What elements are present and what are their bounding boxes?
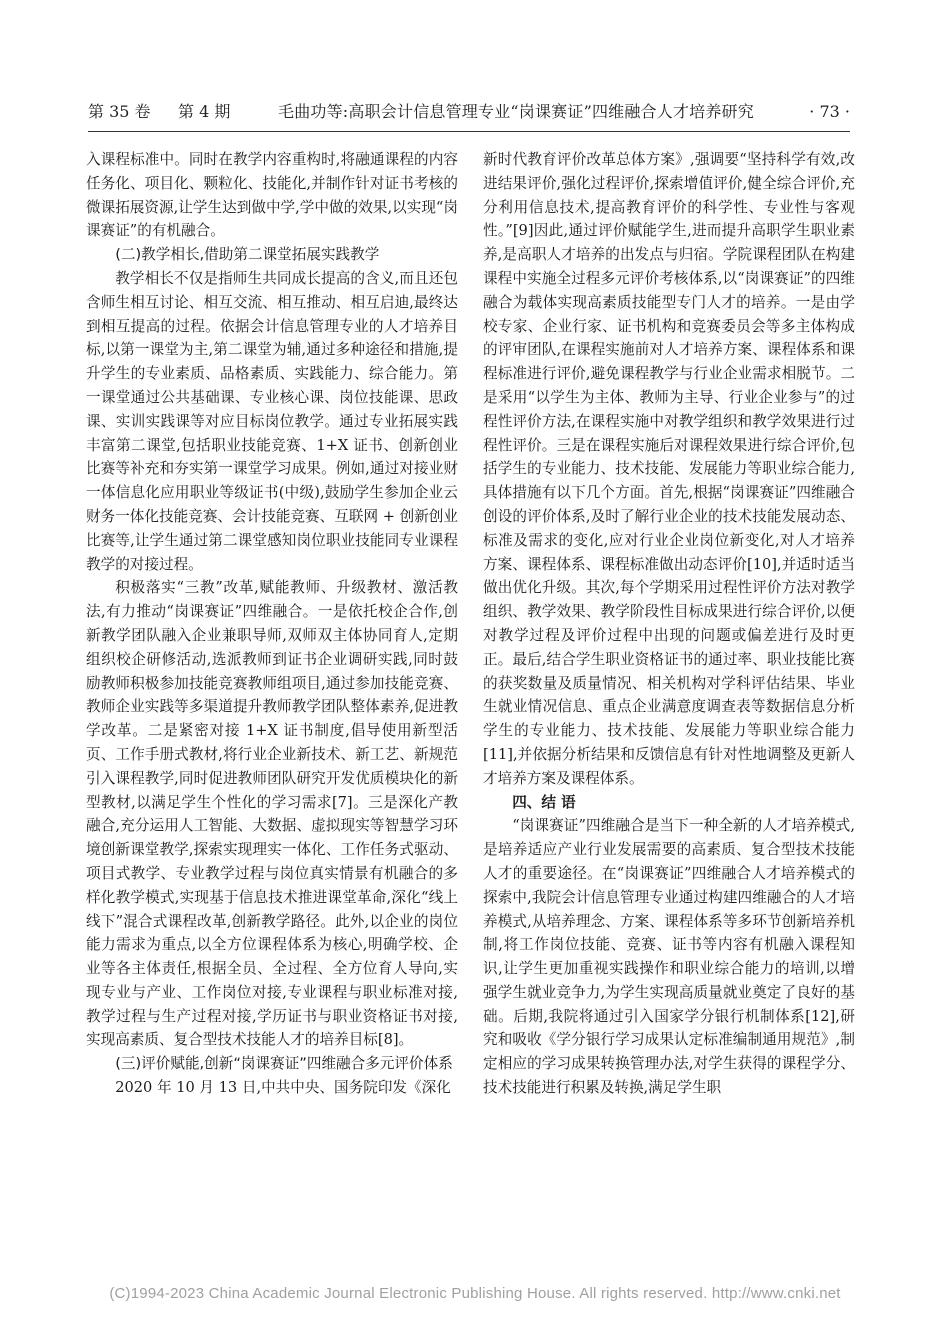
header-rule — [88, 131, 850, 132]
page-number: · 73 · — [809, 102, 850, 121]
right-column — [483, 148, 855, 1100]
paragraph-continued: 入课程标准中。同时在教学内容重构时,将融通课程的内容任务化、项目化、颗粒化、技能化,并制作针对证书考核的微课拓展资源,让学生达到做中学,学中做的效果,以实现“岗课赛证”的有机融合。 — [86, 151, 458, 240]
section-heading-2: (二)教学相长,借助第二课堂拓展实践教学 — [115, 246, 380, 264]
left-column — [86, 148, 458, 1100]
running-title: 毛曲功等:高职会计信息管理专业“岗课赛证”四维融合人才培养研究 — [278, 102, 754, 121]
paragraph-continued: 新时代教育评价改革总体方案》,强调要“坚持科学有效,改进结果评价,强化过程评价,探索增值评价,健全综合评价,充分利用信息技术,提高教育评价的科学性、专业性与客观性。”[9]因此,通过评价赋能学生,进而提升高职学生职业素养,是高职人才培养的出发点与归宿。学院课程团队在构建课程中实施全过程多元评价考核体系,以“岗课赛证”的四维融合为载体实现高素质技能型专门人才的培养。一是由学校专家、企业行家、证书机构和竞赛委员会等多主体构成的评审团队,在课程实施前对人才培养方案、课程体系和课程标准进行评价,避免课程教学与行业企业需求相脱节。二是采用“以学生为主体、教师为主导、行业企业参与”的过程性评价方法,在课程实施中对教学组织和教学效果进行过程性评价。三是在课程实施后对课程效果进行综合评价,包括学生的专业能力、技术技能、发展能力等职业综合能力,具体措施有以下几个方面。首先,根据“岗课赛证”四维融合创设的评价体系,及时了解行业企业的技术技能发展动态、标准及需求的变化,应对行业企业岗位新变化,对人才培养方案、课程体系、课程标准做出动态评价[10],并适时适当做出优化升级。其次,每个学期采用过程性评价方法对教学组织、教学效果、教学阶段性目标成果进行综合评价,以便对教学过程及评价过程中出现的问题或偏差进行及时更正。最后,结合学生职业资格证书的通过率、职业技能比赛的获奖数量及质量情况、相关机构对学科评估结果、毕业生就业情况信息、重点企业满意度调查表等数据信息分析学生的专业能力、技术技能、发展能力等职业综合能力[11],并依据分析结果和反馈信息有针对性地调整及更新人才培养方案及课程体系。 — [483, 151, 855, 787]
section-heading-3: (三)评价赋能,创新“岗课赛证”四维融合多元评价体系 — [115, 1055, 453, 1073]
paragraph: 积极落实“三教”改革,赋能教师、升级教材、激活教法,有力推动“岗课赛证”四维融合。一是依托校企合作,创新教学团队融入企业兼职导师,双师双主体协同育人,定期组织校企研修活动,选派教师到证书企业调研实践,同时鼓励教师积极参加技能竞赛教师组项目,通过参加技能竞赛、教师企业实践等多渠道提升教师教学团队整体素养,促进教学改革。二是紧密对接 1+X 证书制度,倡导使用新型活页、工作手册式教材,将行业企业新技术、新工艺、新规范引入课程教学,同时促进教师团队研究开发优质模块化的新型教材,以满足学生个性化的学习需求[7]。三是深化产教融合,充分运用人工智能、大数据、虚拟现实等智慧学习环境创新课堂教学,探索实现理实一体化、工作任务式驱动、项目式教学、专业教学过程与岗位真实情景有机融合的多样化教学模式,实现基于信息技术推进课堂革命,深化“线上线下”混合式课程改革,创新教学路径。此外,以企业的岗位能力需求为重点,以全方位课程体系为核心,明确学校、企业等各主体责任,根据全员、全过程、全方位育人导向,实现专业与产业、工作岗位对接,专业课程与职业标准对接,教学过程与生产过程对接,学历证书与职业资格证书对接,实现高素质、复合型技术技能人才的培养目标[8]。 — [86, 579, 458, 1049]
issue-number: 第 4 期 — [178, 102, 231, 121]
paragraph: 2020 年 10 月 13 日,中共中央、国务院印发《深化 — [115, 1079, 451, 1097]
copyright-watermark: (C)1994-2023 China Academic Journal Electronic Publishing House. All rights reserved. http://www.cnki.net — [109, 1285, 841, 1302]
paragraph: 教学相长不仅是指师生共同成长提高的含义,而且还包含师生相互讨论、相互交流、相互推动、相互启迪,最终达到相互提高的过程。依据会计信息管理专业的人才培养目标,以第一课堂为主,第二课堂为辅,通过多种途径和措施,提升学生的专业素质、品格素质、实践能力、综合能力。第一课堂通过公共基础课、专业核心课、岗位技能课、思政课、实训实践课等对应目标岗位教学。通过专业拓展实践丰富第二课堂,包括职业技能竞赛、1+X 证书、创新创业比赛等补充和夯实第一课堂学习成果。例如,通过对接业财一体信息化应用职业等级证书(中级),鼓励学生参加企业云财务一体化技能竞赛、会计技能竞赛、互联网 + 创新创业比赛等,让学生通过第二课堂感知岗位职业技能同专业课程教学的对接过程。 — [86, 269, 458, 573]
running-header — [88, 100, 850, 124]
paragraph: “岗课赛证”四维融合是当下一种全新的人才培养模式,是培养适应产业行业发展需要的高素质、复合型技术技能人才的重要途径。在“岗课赛证”四维融合人才培养模式的探索中,我院会计信息管理专业通过构建四维融合的人才培养模式,从培养理念、方案、课程体系等多环节创新培养机制,将工作岗位技能、竞赛、证书等内容有机融入课程知识,让学生更加重视实践操作和职业综合能力的培训,以增强学生就业竞争力,为学生实现高质量就业奠定了良好的基础。后期,我院将通过引入国家学分银行机制体系[12],研究和吸收《学分银行学习成果认定标准编制通用规范》,制定相应的学习成果转换管理办法,对学生获得的课程学分、技术技能进行积累及转换,满足学生职 — [483, 817, 855, 1097]
section-heading-conclusion: 四、结 语 — [512, 793, 576, 811]
volume-number: 第 35 卷 — [88, 102, 151, 121]
